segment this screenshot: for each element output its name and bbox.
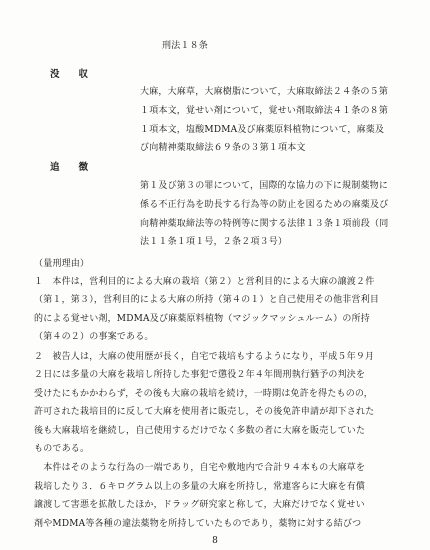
reason-line: 剤やMDMA等各種の違法薬物を所持していたものであり，薬物に対する結びつ bbox=[34, 519, 362, 529]
statute-heading: 刑法１８条 bbox=[162, 41, 209, 51]
collection-line: 係る不正行為を助長する行為等の防止を図るための麻薬及び bbox=[140, 200, 389, 210]
reason-line: 許可された栽培目的に反して大麻を使用者に販売し，その後免許申請が却下された bbox=[34, 407, 375, 417]
collection-line: 第１及び第３の罪について，国際的な協力の下に規制薬物に bbox=[140, 181, 389, 191]
reason-line: 受けたにもかかわらず，その後も大麻の栽培を続け，一時期は免許を得たものの， bbox=[34, 389, 373, 399]
collection-label: 追 徴 bbox=[50, 162, 89, 173]
reason-line: ものである。 bbox=[34, 444, 90, 454]
page-number: 8 bbox=[212, 536, 218, 546]
reason-line: 本件はそのような行為の一端であり，自宅や敷地内で合計９４本もの大麻草を bbox=[34, 463, 366, 473]
reason-line: 譲渡して害悪を拡散したほか，ドラッグ研究家と称して，大麻だけでなく覚せい bbox=[34, 500, 365, 510]
reason-line: 栽培したり３．６キログラム以上の多量の大麻を所持し，常連客らに大麻を有償 bbox=[34, 482, 366, 492]
confiscation-line: １項本文，塩酸MDMA及び麻薬原料植物について，麻薬及 bbox=[140, 125, 385, 135]
sentencing-reasons-title: （量刑理由） bbox=[34, 259, 90, 269]
collection-line: 向精神薬取締法等の特例等に関する法律１３条１項前段（同 bbox=[140, 219, 389, 229]
reason-line: 後も大麻栽培を継続し，自己使用するだけでなく多数の者に大麻を販売していた bbox=[34, 426, 366, 436]
collection-line: 法１１条１項１号，２条２項３号） bbox=[140, 237, 288, 247]
reason-line: （第１，第３），営利目的による大麻の所持（第４の１）と自己使用その他非営利目 bbox=[34, 295, 380, 305]
reason-line: （第４の２）の事案である。 bbox=[34, 332, 154, 342]
confiscation-line: び向精神薬取締法６９条の３第１項本文 bbox=[140, 143, 306, 153]
reason-line: ２ 被告人は，大麻の使用歴が長く，自宅で栽培もするようになり，平成５年９月 bbox=[34, 352, 375, 362]
confiscation-label: 没 収 bbox=[50, 69, 89, 80]
confiscation-line: １項本文，覚せい剤について，覚せい剤取締法４１条の８第 bbox=[140, 106, 389, 116]
reason-line: １ 本件は，営利目的による大麻の栽培（第２）と営利目的による大麻の譲渡２件 bbox=[34, 277, 375, 287]
reason-line: 的による覚せい剤，MDMA及び麻薬原料植物（マジックマッシュルーム）の所持 bbox=[34, 314, 371, 324]
confiscation-line: 大麻，大麻草，大麻樹脂について，大麻取締法２４条の５第 bbox=[140, 87, 389, 97]
reason-line: ２日には多量の大麻を栽培し所持した事犯で懲役２年４年間刑執行猶予の判決を bbox=[34, 370, 366, 380]
